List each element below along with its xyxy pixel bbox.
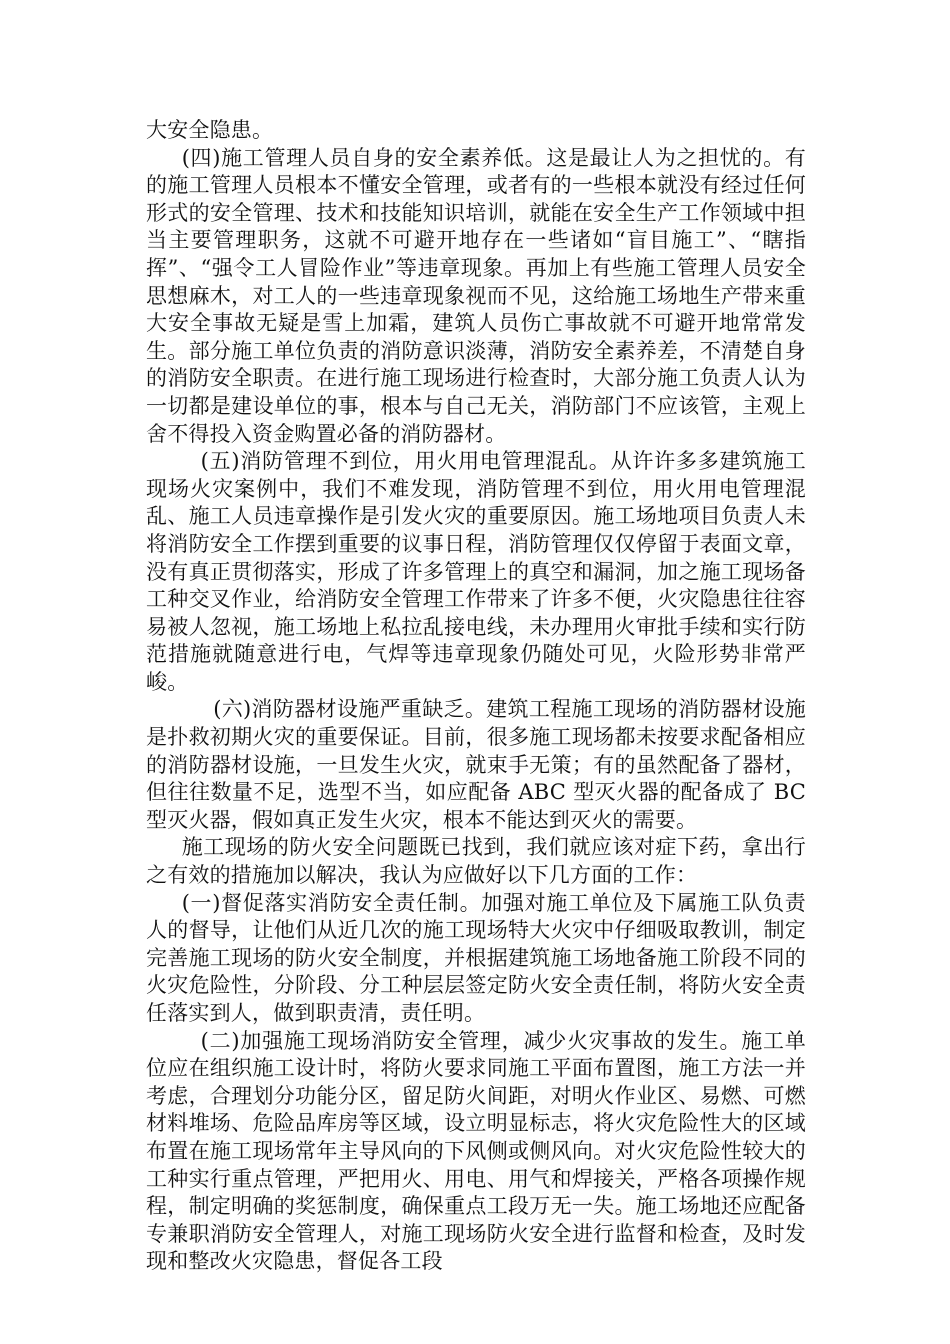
paragraph-section-6: (六)消防器材设施严重缺乏。建筑工程施工现场的消防器材设施是扑救初期火灾的重要保证。目前，很多施工现场都未按要求配备相应的消防器材设施，一旦发生火灾，就束手无策；有的虽然配备了器材，但往往数量不足，选型不当，如应配备 ABC 型灭火器的配备成了 BC 型灭火器，假如真正发生火灾，根本不能达到灭火的需要。 [146,697,806,832]
paragraph-measure-2: (二)加强施工现场消防安全管理，减少火灾事故的发生。施工单位应在组织施工设计时，将防火要求同施工平面布置图，施工方法一并考虑，合理划分功能分区，留足防火间距，对明火作业区、易燃、可燃材料堆场、危险品库房等区域，设立明显标志，将火灾危险性大的区域布置在施工现场常年主导风向的下风侧或侧风向。对火灾危险性较大的工种实行重点管理，严把用火、用电、用气和焊接关，严格各项操作规程，制定明确的奖惩制度，确保重点工段万无一失。施工场地还应配备专兼职消防安全管理人，对施工现场防火安全进行监督和检查，及时发现和整改火灾隐患，督促各工段 [146,1028,806,1274]
paragraph-section-5: (五)消防管理不到位，用火用电管理混乱。从许许多多建筑施工现场火灾案例中，我们不难发现，消防管理不到位，用火用电管理混乱、施工人员违章操作是引发火灾的重要原因。施工场地项目负责人未将消防安全工作摆到重要的议事日程，消防管理仅仅停留于表面文章，没有真正贯彻落实，形成了许多管理上的真空和漏洞，加之施工现场备工种交叉作业，给消防安全管理工作带来了许多不便，火灾隐患往往容易被人忽视，施工场地上私拉乱接电线，未办理用火审批手续和实行防范措施就随意进行电，气焊等违章现象仍随处可见，火险形势非常严峻。 [146,449,806,694]
paragraph-continuation: 大安全隐患。 [146,118,274,142]
paragraph-measure-1: (一)督促落实消防安全责任制。加强对施工单位及下属施工队负责人的督导，让他们从近几次的施工现场特大火灾中仔细吸取教训，制定完善施工现场的防火安全制度，并根据建筑施工场地备施工阶段不同的火灾危险性，分阶段、分工种层层签定防火安全责任制，将防火安全责任落实到人，做到职责清，责任明。 [146,890,806,1025]
paragraph-section-4: (四)施工管理人员自身的安全素养低。这是最让人为之担忧的。有的施工管理人员根本不懂安全管理，或者有的一些根本就没有经过任何形式的安全管理、技术和技能知识培训，就能在安全生产工作领域中担当主要管理职务，这就不可避开地存在一些诸如“盲目施工”、“瞎指挥”、“强令工人冒险作业”等违章现象。再加上有些施工管理人员安全思想麻木，对工人的一些违章现象视而不见，这给施工场地生产带来重大安全事故无疑是雪上加霜，建筑人员伤亡事故就不可避开地常常发生。部分施工单位负责的消防意识淡薄，消防安全素养差，不清楚自身的消防安全职责。在进行施工现场进行检查时，大部分施工负责人认为一切都是建设单位的事，根本与自己无关，消防部门不应该管，主观上舍不得投入资金购置必备的消防器材。 [146,145,806,446]
document-body [146,117,806,1276]
paragraph-solutions-intro: 施工现场的防火安全问题既已找到，我们就应该对症下药，拿出行之有效的措施加以解决，我认为应做好以下几方面的工作： [146,835,806,888]
